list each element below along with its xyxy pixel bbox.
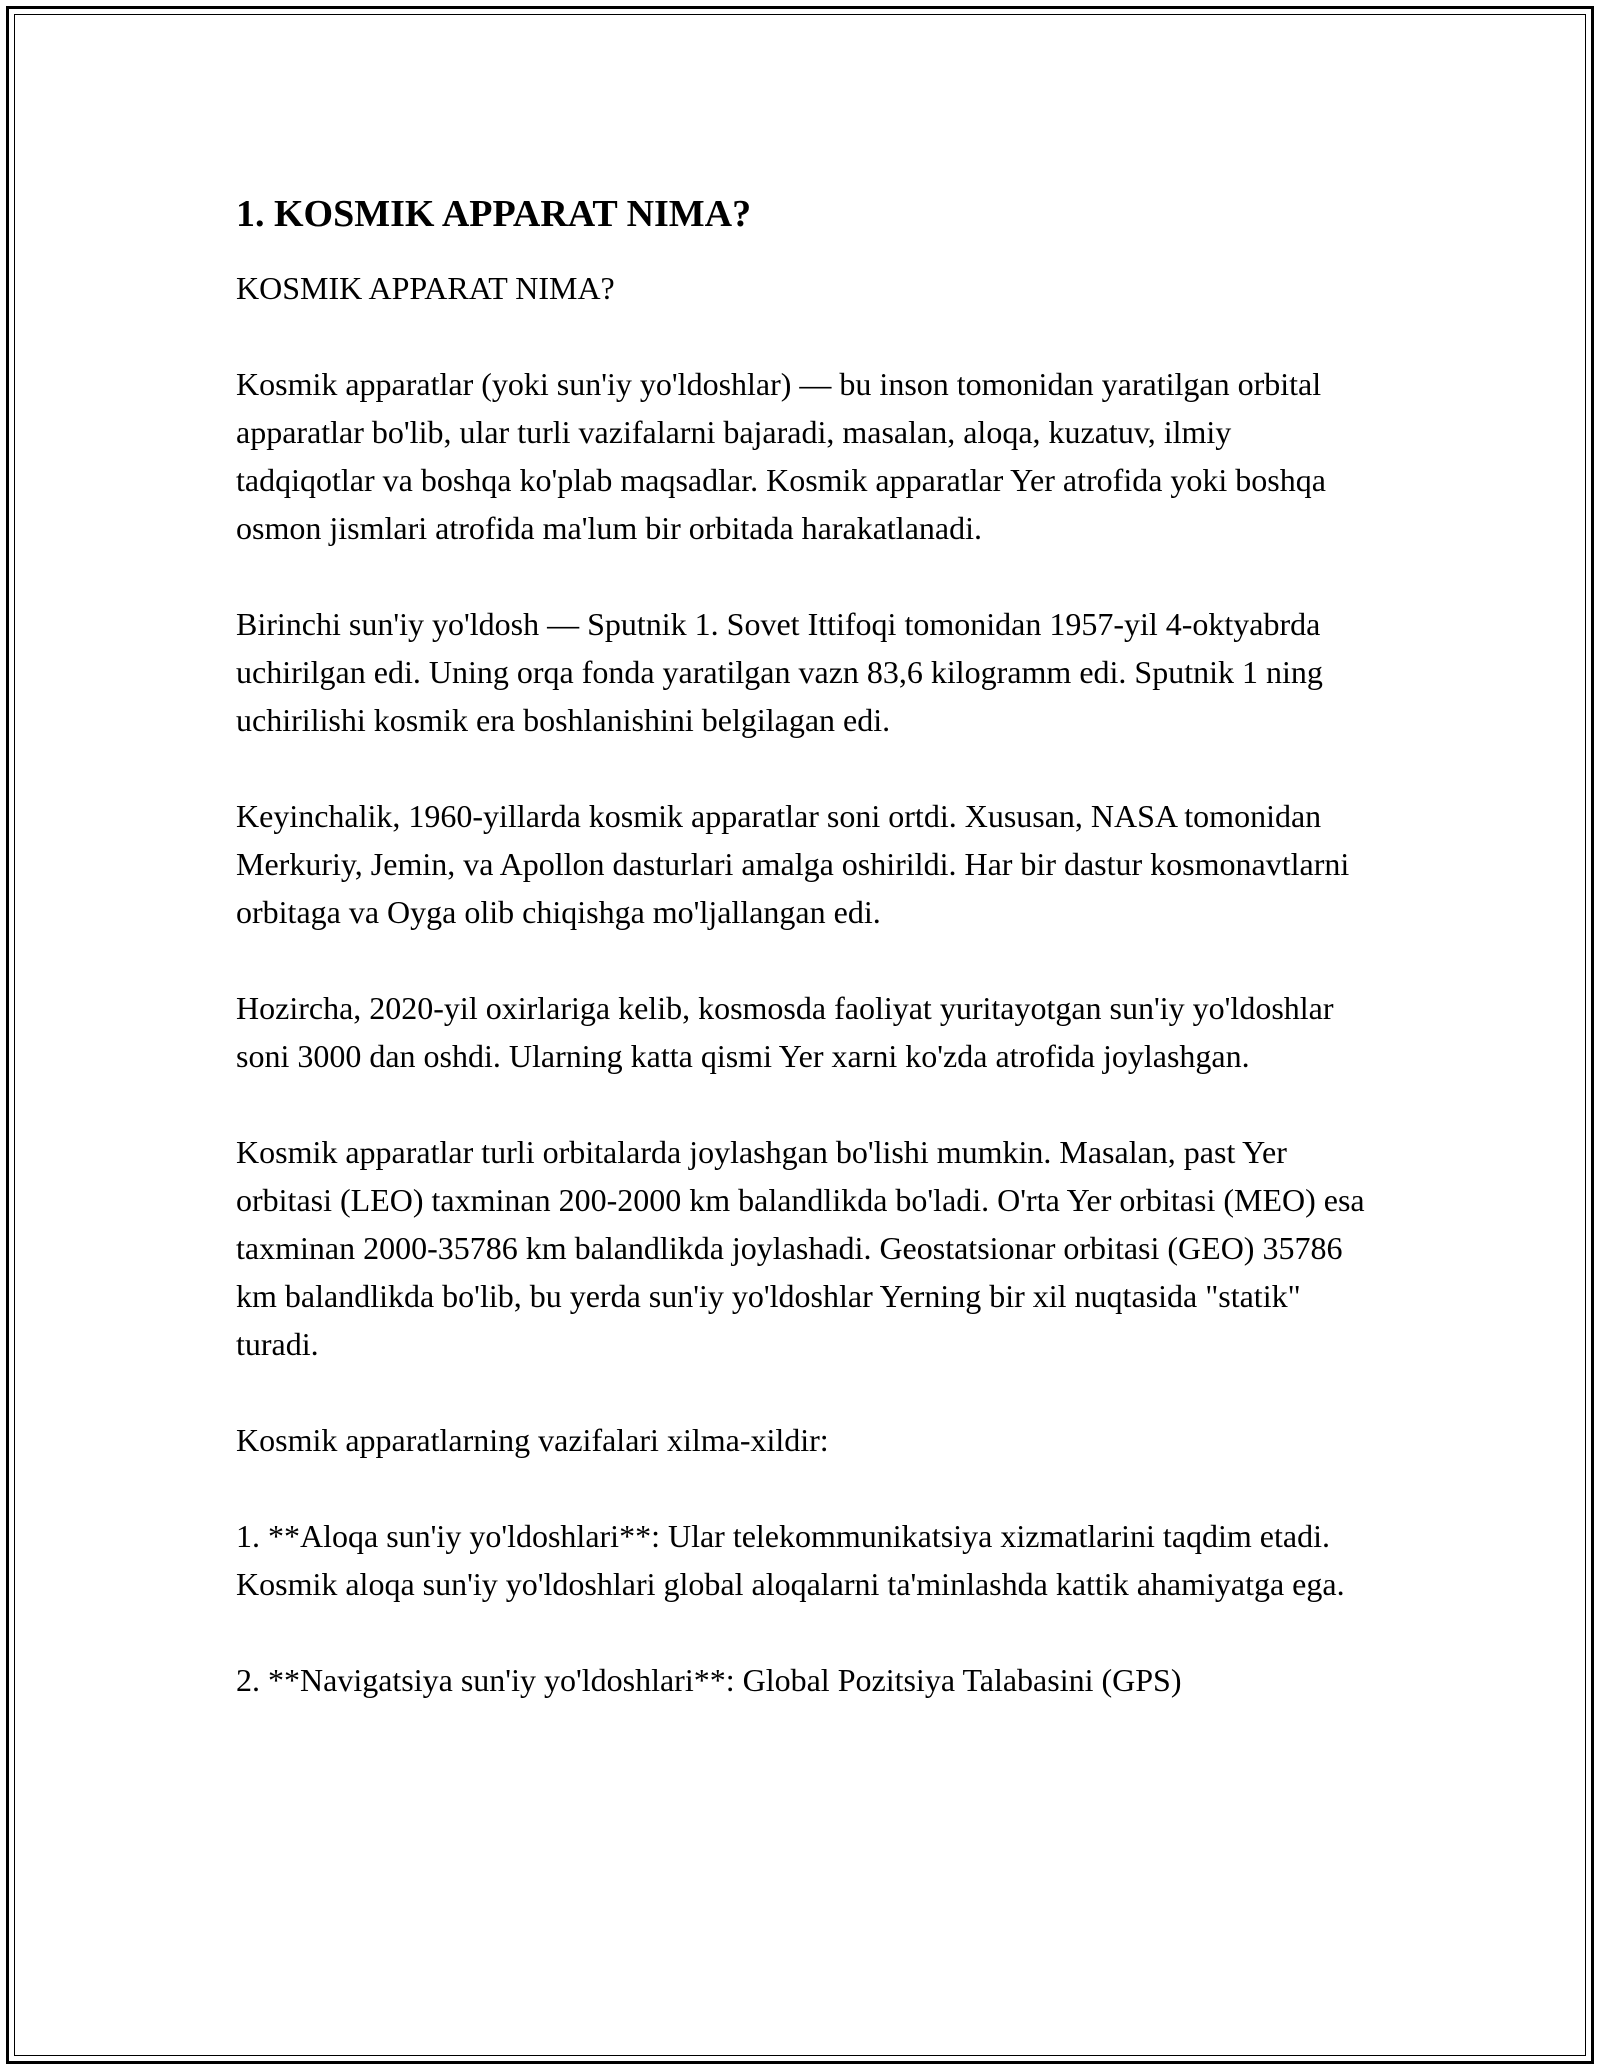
orbits-paragraph: Kosmik apparatlar turli orbitalarda joylashgan bo'lishi mumkin. Masalan, past Yer orbitasi (LEO) taxminan 200-2000 km balandlikda bo'ladi. O'rta Yer orbitasi (MEO) esa taxminan 2000-35786 km balandlikda joylashadi. Geostatsionar orbitasi (GEO) 35786 km balandlikda bo'lib, bu yerda sun'iy yo'ldoshlar Yerning bir xil nuqtasida "statik" turadi. bbox=[236, 1134, 1365, 1362]
subtitle-paragraph: KOSMIK APPARAT NIMA? bbox=[236, 270, 615, 306]
section-heading: 1. KOSMIK APPARAT NIMA? bbox=[236, 193, 752, 235]
functions-intro-paragraph: Kosmik apparatlarning vazifalari xilma-xildir: bbox=[236, 1422, 829, 1458]
satellite-count-paragraph: Hozircha, 2020-yil oxirlariga kelib, kosmosda faoliyat yuritayotgan sun'iy yo'ldoshlar soni 3000 dan oshdi. Ularning katta qismi Yer xarni ko'zda atrofida joylashgan. bbox=[236, 990, 1334, 1074]
nasa-paragraph: Keyinchalik, 1960-yillarda kosmik apparatlar soni ortdi. Xususan, NASA tomonidan Merkuriy, Jemin, va Apollon dasturlari amalga oshirildi. Har bir dastur kosmonavtlarni orbitaga va Oyga olib chiqishga mo'ljallangan edi. bbox=[236, 798, 1350, 930]
list-item-communication: 1. **Aloqa sun'iy yo'ldoshlari**: Ular telekommunikatsiya xizmatlarini taqdim etadi. Kosmik aloqa sun'iy yo'ldoshlari global aloqalarni ta'minlashda kattik ahamiyatga ega. bbox=[236, 1518, 1345, 1602]
definition-paragraph: Kosmik apparatlar (yoki sun'iy yo'ldoshlar) — bu inson tomonidan yaratilgan orbital apparatlar bo'lib, ular turli vazifalarni bajaradi, masalan, aloqa, kuzatuv, ilmiy tadqiqotlar va boshqa ko'plab maqsadlar. Kosmik apparatlar Yer atrofida yoki boshqa osmon jismlari atrofida ma'lum bir orbitada harakatlanadi. bbox=[236, 366, 1326, 546]
sputnik-paragraph: Birinchi sun'iy yo'ldosh — Sputnik 1. Sovet Ittifoqi tomonidan 1957-yil 4-oktyabrda uchirilgan edi. Uning orqa fonda yaratilgan vazn 83,6 kilogramm edi. Sputnik 1 ning uchirilishi kosmik era boshlanishini belgilagan edi. bbox=[236, 606, 1323, 738]
document-body bbox=[236, 186, 1376, 1752]
list-item-navigation: 2. **Navigatsiya sun'iy yo'ldoshlari**: Global Pozitsiya Talabasini (GPS) bbox=[236, 1662, 1182, 1698]
